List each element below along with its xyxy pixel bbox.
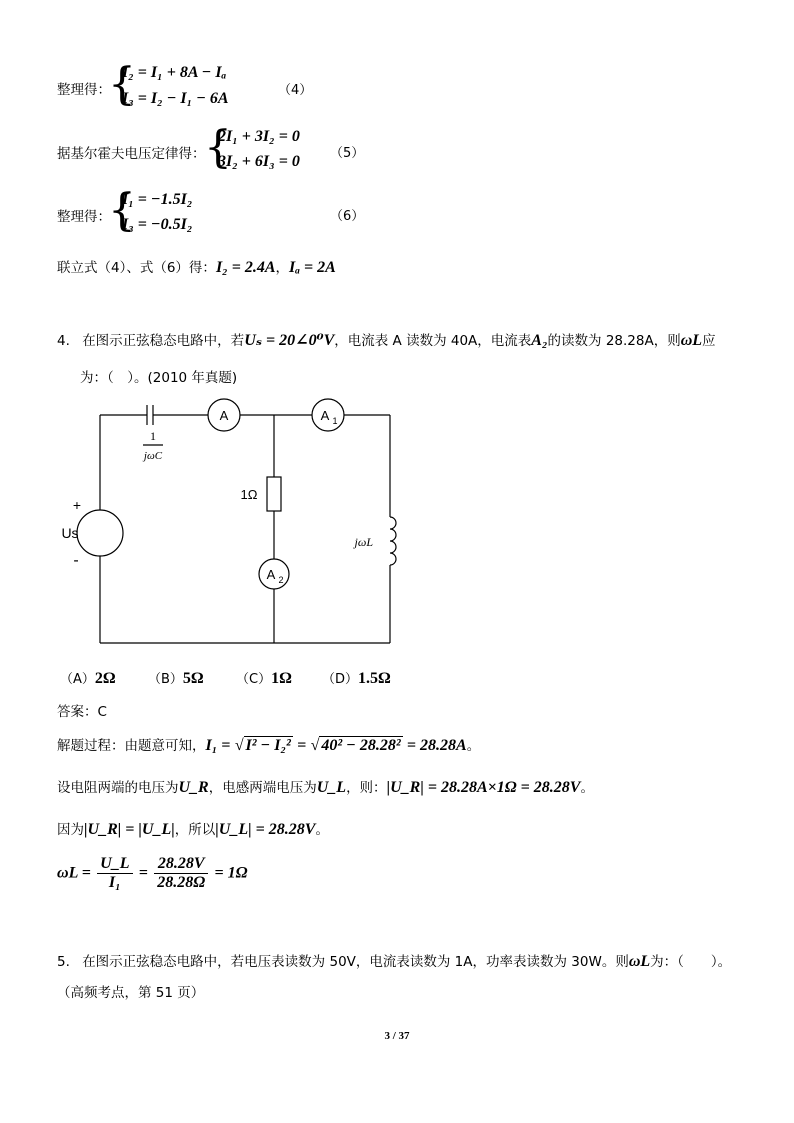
q4-text1: 在图示正弦稳态电路中，若 — [82, 333, 245, 349]
option-b-key: （B） — [148, 672, 183, 687]
combine-sep: ， — [275, 260, 290, 276]
q4-omega-l: ωL — [680, 332, 703, 349]
solution-s1-result: = 28.28A — [406, 737, 467, 754]
source-plus: + — [72, 497, 82, 513]
eq5-brace: { — [204, 122, 232, 173]
solution-s4-lhs: ωL = — [57, 864, 91, 882]
solution-s1-radicand1: I² − I₂² — [245, 737, 291, 754]
q4-line2: 为：（ ）。(2010 年真题) — [80, 370, 238, 386]
solution-s1-root2: √ 40² − 28.28² — [310, 737, 401, 754]
solution-s2-ul: U_L — [316, 779, 347, 796]
solution-s1-eq: = — [297, 737, 307, 754]
eq6-label: 整理得： — [57, 209, 111, 225]
ammeter-a-label: A — [219, 408, 229, 423]
eq5-tag: （5） — [330, 146, 365, 161]
q5-line2: （高频考点，第 51 页） — [57, 985, 205, 1001]
ammeter-a1-label: A — [320, 408, 330, 423]
ammeter-a2-sub: 2 — [278, 575, 284, 585]
q4-line1 — [57, 329, 716, 350]
option-c-value: 1Ω — [271, 670, 292, 687]
solution-s2-math: |U_R| = 28.28A×1Ω = 28.28V — [386, 779, 581, 796]
solution-s3-m2: |U_L| = 28.28V — [215, 821, 316, 838]
eq5-label: 据基尔霍夫电压定律得： — [57, 146, 206, 162]
combine-result-ia: Iₐ = 2A — [289, 259, 336, 276]
eq6-line1: I₁ = −1.5I₂ — [122, 191, 193, 208]
q5-line1 — [57, 950, 731, 971]
solution-s3-t1: 因为 — [57, 822, 84, 838]
solution-s1-lhs: I₁ = — [205, 737, 231, 754]
ammeter-a2-label: A — [266, 567, 276, 582]
resistor-label: 1Ω — [240, 487, 258, 502]
solution-s4-frac1 — [97, 855, 132, 892]
source-label: Us — [61, 525, 79, 541]
q4-text3: 的读数为 28.28A，则 — [547, 333, 681, 349]
eq6-line2: I₃ = −0.5I₂ — [122, 216, 193, 233]
eq5-line2: 3I₂ + 6I₃ = 0 — [218, 153, 300, 170]
answer: 答案：C — [57, 704, 107, 720]
option-d-value: 1.5Ω — [358, 670, 391, 687]
solution-s4-frac1-den: I₁ — [108, 874, 121, 891]
solution-line2 — [57, 776, 594, 797]
solution-s4-frac2-num: 28.28V — [154, 855, 208, 874]
combine-line — [57, 256, 336, 277]
resistor-box — [267, 477, 281, 511]
eq4-label: 整理得： — [57, 82, 111, 98]
combine-text: 联立式（4）、式（6）得： — [57, 260, 216, 276]
option-a-value: 2Ω — [94, 670, 116, 687]
capacitor-label-num: 1 — [150, 429, 156, 443]
option-b — [148, 668, 204, 688]
solution-s4-frac2-den: 28.28Ω — [157, 874, 206, 891]
solution-s1-root1: √ I² − I₂² — [234, 737, 291, 754]
solution-s2-end: 。 — [580, 780, 594, 796]
solution-s3-m1: |U_R| = |U_L| — [84, 821, 175, 838]
q4-number: 4. — [57, 333, 70, 349]
eq4-line2: I₃ = I₂ − I₁ − 6A — [122, 90, 229, 107]
inductor-coil — [390, 517, 396, 565]
solution-s2-t3: ，则： — [346, 780, 387, 796]
q4-source-voltage: Uₛ = 20∠0⁰V — [244, 332, 335, 349]
q4-text4: 应 — [702, 333, 716, 349]
q4-ammeter-a2: A₂ — [531, 332, 548, 349]
solution-line3 — [57, 818, 329, 839]
solution-s2-t1: 设电阻两端的电压为 — [57, 780, 179, 796]
solution-s2-ur: U_R — [178, 779, 209, 796]
solution-line1 — [57, 734, 480, 755]
eq6-tag: （6） — [330, 209, 365, 224]
solution-s4-eq: = — [138, 864, 148, 882]
combine-result-i2: I₂ = 2.4A — [215, 259, 276, 276]
eq4-brace: { — [108, 59, 136, 110]
solution-s4-frac2 — [154, 855, 208, 892]
solution-s3-t2: ，所以 — [174, 822, 216, 838]
solution-s2-t2: ，电感两端电压为 — [208, 780, 317, 796]
eq4-tag: （4） — [278, 83, 313, 98]
option-b-value: 5Ω — [182, 670, 204, 687]
inductor-label: jωL — [354, 535, 373, 549]
circuit-diagram — [55, 395, 415, 655]
solution-s3-end: 。 — [315, 822, 329, 838]
option-c — [236, 668, 292, 688]
solution-s4-result: = 1Ω — [214, 864, 248, 882]
solution-s1-end: 。 — [466, 738, 481, 754]
q5-text1: 在图示正弦稳态电路中，若电压表读数为 50V，电流表读数为 1A，功率表读数为 30W。则 — [82, 954, 629, 970]
option-a — [60, 668, 116, 688]
solution-line4 — [57, 855, 248, 892]
capacitor-label-den: jωC — [143, 450, 163, 462]
eq4-line1: I₂ = I₁ + 8A − Iₐ — [122, 64, 227, 81]
option-c-key: （C） — [236, 672, 272, 687]
page-number: 3 / 37 — [384, 1030, 410, 1042]
eq5-line1: 2I₁ + 3I₂ = 0 — [218, 128, 300, 145]
option-d-key: （D） — [322, 672, 359, 687]
eq6-brace: { — [108, 185, 136, 236]
q4-text2: ，电流表 A 读数为 40A，电流表 — [334, 333, 532, 349]
solution-s4-frac1-num: U_L — [97, 855, 132, 874]
solution-s1-radicand2: 40² − 28.28² — [321, 737, 401, 754]
q5-omega-l: ωL — [628, 953, 651, 970]
solution-s1-text: 解题过程：由题意可知， — [57, 738, 206, 754]
option-a-key: （A） — [60, 672, 95, 687]
q5-number: 5. — [57, 954, 70, 970]
option-d — [322, 668, 391, 688]
voltage-source-circle — [77, 510, 123, 556]
q5-text2: 为：（ ）。 — [650, 954, 732, 970]
source-minus: - — [73, 552, 79, 569]
ammeter-a1-sub: 1 — [332, 416, 338, 426]
